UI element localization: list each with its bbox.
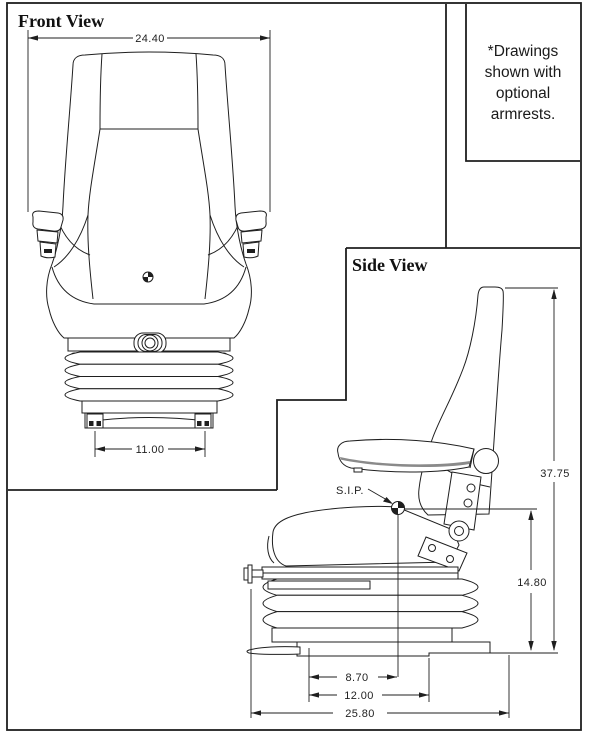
bellows-fold: [65, 389, 233, 401]
side-view-stepped-left-partition: [277, 248, 346, 490]
foot-bolt: [197, 421, 202, 426]
bracket-hole: [447, 556, 454, 563]
tension-knob: [134, 333, 166, 353]
armrest-slot: [247, 249, 255, 253]
seat-base-side: [247, 628, 558, 656]
arrowhead-left: [251, 710, 261, 715]
arrowhead-up: [528, 510, 533, 520]
dimension-value-base-width: 11.00: [135, 444, 165, 456]
bellows-fold: [65, 364, 233, 376]
front-seat-drawing: [33, 52, 267, 428]
base-plate-side: [297, 642, 490, 656]
dimension-value-overall-height: 37.75: [540, 468, 570, 480]
side-view-title: Side View: [352, 255, 428, 275]
bellows-fold: [263, 612, 478, 628]
arrowhead-left: [309, 674, 319, 679]
armrest-pad: [33, 211, 64, 231]
arrowhead-down: [551, 641, 556, 651]
dimension-value-overall-width: 24.40: [135, 33, 165, 45]
armrest-slot: [44, 249, 52, 253]
sip-label: S.I.P.: [336, 485, 364, 497]
height-knob-cap: [244, 568, 248, 580]
suspension-bellows-front: [65, 352, 233, 401]
dimension-value-overall-depth: 25.80: [345, 708, 375, 720]
bracket-hole: [464, 499, 472, 507]
front-view-title: Front View: [18, 11, 105, 31]
base-upper: [82, 401, 217, 413]
armrest-pad-side: [338, 439, 474, 472]
arrowhead-right: [195, 446, 205, 451]
armrest-knob: [474, 449, 499, 474]
bellows-fold: [263, 595, 478, 611]
base-upper-side: [272, 628, 452, 642]
front-base-width-dimension: [95, 431, 205, 457]
armrest-support: [37, 230, 58, 243]
note-box-border: [466, 4, 580, 161]
dimension-value-base-depth: 12.00: [344, 690, 374, 702]
arrowhead-right: [499, 710, 509, 715]
note-line-2: shown with: [484, 64, 562, 81]
note-line-1: *Drawings: [487, 43, 559, 60]
bellows-fold: [65, 377, 233, 389]
slide-lever-handle: [247, 647, 300, 655]
foot-bolt: [89, 421, 94, 426]
arrowhead-left: [309, 692, 319, 697]
backrest-outline: [47, 52, 252, 338]
height-knob-plate: [248, 565, 252, 583]
arrowhead-down: [528, 641, 533, 651]
foot-bolt: [97, 421, 102, 426]
dimension-value-sip-height: 14.80: [517, 577, 547, 589]
side-seat-drawing: [244, 287, 558, 677]
armrest-pad: [236, 211, 267, 231]
arrowhead-right: [419, 692, 429, 697]
side-overall-height-dimension: [505, 288, 570, 651]
sip-leader-line: [368, 489, 387, 500]
armrest-latch: [354, 468, 362, 472]
foot-bolt: [205, 421, 210, 426]
height-knob-stem: [252, 570, 263, 577]
bellows-fold: [65, 352, 233, 364]
side-base-depth-dimension: [309, 658, 429, 702]
suspension-side: [244, 565, 478, 628]
arrowhead-up: [551, 289, 556, 299]
arrowhead-left: [28, 35, 38, 40]
armrest-support: [241, 230, 262, 243]
datum-symbol-front: [143, 272, 153, 282]
pivot-inner: [455, 527, 464, 536]
front-view-panel: [18, 11, 270, 457]
slide-rail: [268, 581, 370, 589]
arrowhead-right: [387, 674, 397, 679]
note-line-3: optional: [495, 85, 551, 102]
arrowhead-left: [95, 446, 105, 451]
seat-base-front: [82, 401, 217, 428]
note-line-4: armrests.: [490, 106, 556, 123]
knob-center: [145, 338, 155, 348]
dimension-value-sip-setback: 8.70: [345, 672, 369, 684]
side-view-panel: [244, 255, 570, 720]
bracket-hole: [467, 484, 475, 492]
base-plate: [85, 413, 213, 428]
bracket-hole: [429, 545, 436, 552]
arrowhead-right: [260, 35, 270, 40]
note-box: [485, 43, 562, 123]
